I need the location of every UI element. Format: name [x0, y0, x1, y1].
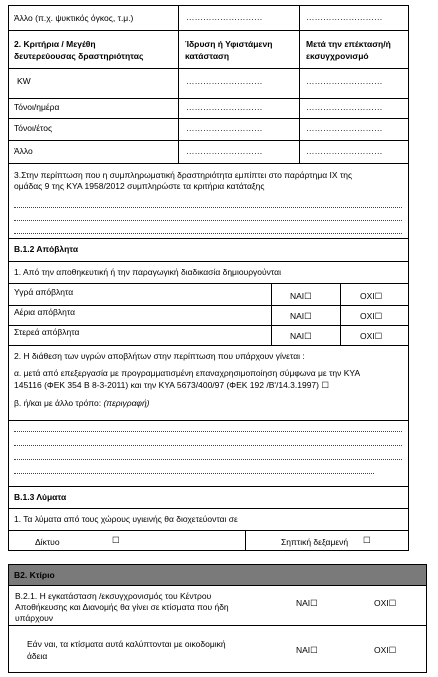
solid-waste-yes-checkbox[interactable]: ΝΑΙ☐ [290, 331, 312, 341]
annex-note: 3.Στην περίπτωση που η συμπληρωματική δραστηριότητα εμπίπτει στο παράρτημα ΙΧ της [14, 170, 353, 180]
septic-tank-checkbox[interactable]: ☐ [363, 535, 371, 545]
row-tons-year-after[interactable]: ……………………… [306, 123, 383, 133]
annex-note-2: ομάδας 9 της ΚΥΑ 1958/2012 συμπληρώστε τα κριτήρια κατάταξης [14, 181, 265, 191]
after-header: Μετά την επέκταση/ή [306, 39, 391, 49]
existing-header: Ίδρυση ή Υφιστάμενη [185, 39, 273, 49]
gas-waste-yes-checkbox[interactable]: ΝΑΙ☐ [290, 311, 312, 321]
building-question-1-2: Αποθήκευσης και Διανομής θα γίνει σε κτίσματα που ήδη [15, 602, 229, 612]
building-section-header [8, 564, 427, 586]
solid-waste-label: Στερεά απόβλητα [14, 327, 80, 337]
row-tons-day-label: Τόνοι/ημέρα [14, 102, 60, 112]
network-option-label: Δίκτυο [35, 537, 60, 547]
disposal-option-b-hint: (περιγραφή) [103, 398, 150, 408]
row-tons-day-after[interactable]: ……………………… [306, 102, 383, 112]
building-question-1-3: υπάρχουν [15, 613, 54, 623]
row-kw-label: KW [17, 76, 31, 86]
existing-buildings-yes-checkbox[interactable]: ΝΑΙ☐ [296, 598, 318, 608]
existing-header-2: κατάσταση [185, 51, 230, 61]
liquid-waste-label: Υγρά απόβλητα [14, 287, 74, 297]
existing-buildings-no-checkbox[interactable]: ΟΧΙ☐ [374, 598, 397, 608]
building-permit-question: Εάν ναι, τα κτίσματα αυτά καλύπτονται με οικοδομική [27, 639, 226, 649]
building-permit-question-2: άδεια [27, 651, 48, 661]
liquid-waste-no-checkbox[interactable]: ΟΧΙ☐ [360, 291, 383, 301]
disposal-question: 2. Η διάθεση των υγρών αποβλήτων στην περίπτωση που υπάρχουν γίνεται : [14, 351, 305, 361]
criteria-header-label-2: δευτερεύουσας δραστηριότητας [14, 51, 144, 61]
row-other-after[interactable]: ……………………… [306, 146, 383, 156]
sewage-question: 1. Τα λύματα από τους χώρους υγιεινής θα διοχετεύονται σε [14, 514, 238, 524]
row-tons-day-existing[interactable]: ……………………… [186, 102, 263, 112]
solid-waste-no-checkbox[interactable]: ΟΧΙ☐ [360, 331, 383, 341]
disposal-option-a-2[interactable]: 145116 (ΦΕΚ 354 Β 8-3-2011) και την ΚΥΑ 5673/400/97 (ΦΕΚ 192 /Β'/14.3.1997) ☐ [14, 380, 329, 390]
building-title: Β2. Κτίριο [14, 570, 55, 580]
row-tons-year-label: Τόνοι/έτος [14, 123, 53, 133]
gas-waste-label: Αέρια απόβλητα [14, 307, 75, 317]
disposal-option-b [14, 398, 150, 409]
sewage-title: Β.1.3 Λύματα [14, 492, 67, 502]
liquid-waste-yes-checkbox[interactable]: ΝΑΙ☐ [290, 291, 312, 301]
other-criteria-value-existing[interactable]: ……………………… [186, 12, 263, 22]
criteria-header-label: 2. Κριτήρια / Μεγέθη [14, 39, 96, 49]
row-other-existing[interactable]: ……………………… [186, 146, 263, 156]
waste-title: Β.1.2 Απόβλητα [14, 244, 79, 254]
row-other-label: Άλλο [14, 146, 33, 156]
row-kw-existing[interactable]: ……………………… [186, 76, 263, 86]
waste-question-1: 1. Από την αποθηκευτική ή την παραγωγική διαδικασία δημιουργούνται [14, 267, 281, 277]
other-criteria-value-after[interactable]: ……………………… [306, 12, 383, 22]
building-permit-no-checkbox[interactable]: ΟΧΙ☐ [374, 645, 397, 655]
disposal-option-a[interactable]: α. μετά από επεξεργασία με προγραμματισμένη επαναχρησιμοποίηση σύμφωνα με την ΚΥΑ [14, 368, 361, 378]
gas-waste-no-checkbox[interactable]: ΟΧΙ☐ [360, 311, 383, 321]
network-checkbox[interactable]: ☐ [112, 535, 120, 545]
building-permit-yes-checkbox[interactable]: ΝΑΙ☐ [296, 645, 318, 655]
row-kw-after[interactable]: ……………………… [306, 76, 383, 86]
disposal-option-b-label: β. ή/και με άλλο τρόπο: [14, 398, 104, 408]
building-question-1: Β.2.1. Η εγκατάσταση /εκσυγχρονισμός του Κέντρου [15, 591, 212, 601]
after-header-2: εκσυγχρονισμό [306, 51, 369, 61]
septic-tank-label: Σηπτική δεξαμενή [281, 537, 349, 547]
row-tons-year-existing[interactable]: ……………………… [186, 123, 263, 133]
other-criteria-label: Άλλο (π.χ. ψυκτικός όγκος, τ.μ.) [14, 13, 134, 23]
